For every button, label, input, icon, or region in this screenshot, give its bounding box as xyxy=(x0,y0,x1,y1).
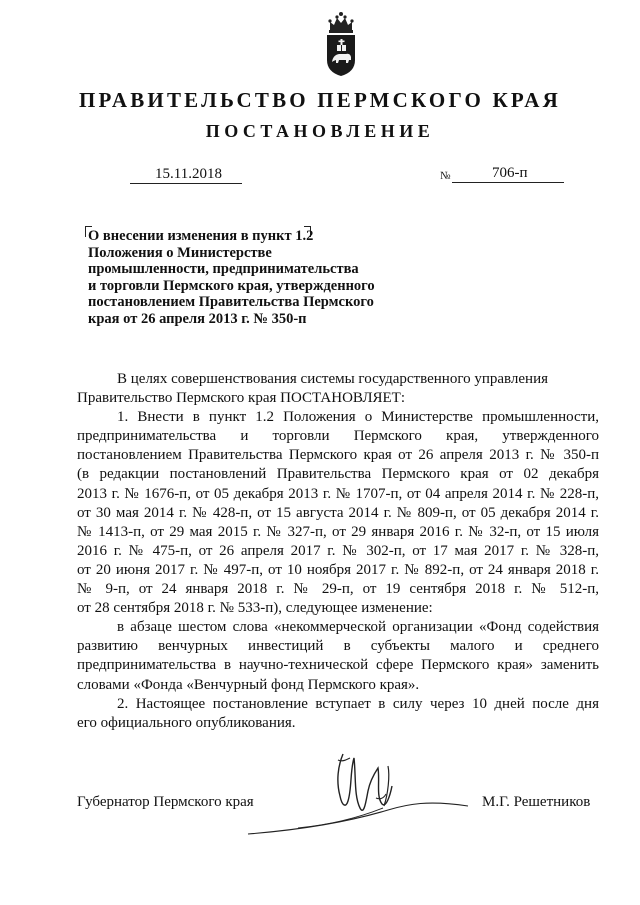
document-body xyxy=(77,370,599,733)
handwritten-signature xyxy=(238,746,488,841)
item1-line: 2016 г. № 475-п, от 26 апреля 2017 г. № 302-п, от 17 мая 2017 г. № 328-п, xyxy=(77,542,599,559)
signatory-name: М.Г. Решетников xyxy=(482,794,591,810)
date-underline xyxy=(130,183,242,184)
item2-line: 2. Настоящее постановление вступает в силу через 10 дней после дня xyxy=(117,695,599,712)
coat-of-arms-icon xyxy=(322,10,360,78)
document-date: 15.11.2018 xyxy=(155,166,222,182)
item1-line: № 9-п, от 24 января 2018 г. № 29-п, от 19 сентября 2018 г. № 512-п, xyxy=(77,581,599,598)
item1-line: от 28 сентября 2018 г. № 533-п), следующее изменение: xyxy=(77,600,433,617)
organization-title: ПРАВИТЕЛЬСТВО ПЕРМСКОГО КРАЯ xyxy=(78,88,561,112)
change-line: словами «Фонда «Венчурный фонд Пермского края». xyxy=(77,676,420,693)
preamble-line: В целях совершенствования системы государственного управления xyxy=(117,371,549,387)
item1-line: постановлением Правительства Пермского края от 26 апреля 2013 г. № 350-п xyxy=(77,447,599,464)
item1-line: № 1413-п, от 29 мая 2015 г. № 327-п, от 29 января 2016 г. № 32-п, от 15 июля xyxy=(77,523,599,540)
item1-line: от 20 июня 2017 г. № 497-п, от 10 ноября 2017 г. № 892-п, от 24 января 2018 г. xyxy=(77,561,599,578)
document-type-title: ПОСТАНОВЛЕНИЕ xyxy=(205,121,435,141)
item1-line: предпринимательства и торговли Пермского края, утвержденного xyxy=(77,428,599,445)
signatory-position: Губернатор Пермского края xyxy=(77,794,254,810)
document-number: 706-п xyxy=(492,165,528,181)
item1-line: 1. Внести в пункт 1.2 Положения о Министерстве промышленности, xyxy=(117,409,599,426)
change-line: в абзаце шестом слова «некоммерческой организации «Фонд содействия xyxy=(117,619,599,636)
change-line: развитию венчурных инвестиций в субъекты малого и среднего xyxy=(77,638,599,655)
item1-line: от 30 мая 2014 г. № 428-п, от 15 августа 2014 г. № 809-п, от 05 декабря 2014 г. xyxy=(77,504,599,521)
item1-line: (в редакции постановлений Правительства Пермского края от 02 декабря xyxy=(77,466,599,483)
document-subject: О внесении изменения в пункт 1.2 Положения о Министерстве промышленности, предпринимательства и торговли Пермского края, утвержденного постановлением Правительства Пермского края от 26 апреля 2013 г. № 350-п xyxy=(88,228,375,327)
change-line: предпринимательства в научно-технической сфере Пермского края» заменить xyxy=(77,657,599,674)
number-underline xyxy=(452,182,564,183)
number-sign: № xyxy=(440,170,451,182)
preamble-line: Правительство Пермского края ПОСТАНОВЛЯЕТ: xyxy=(77,390,406,407)
item2-line: его официального опубликования. xyxy=(77,714,296,731)
item1-line: 2013 г. № 1676-п, от 05 декабря 2013 г. № 1707-п, от 04 апреля 2014 г. № 228-п, xyxy=(77,485,599,502)
